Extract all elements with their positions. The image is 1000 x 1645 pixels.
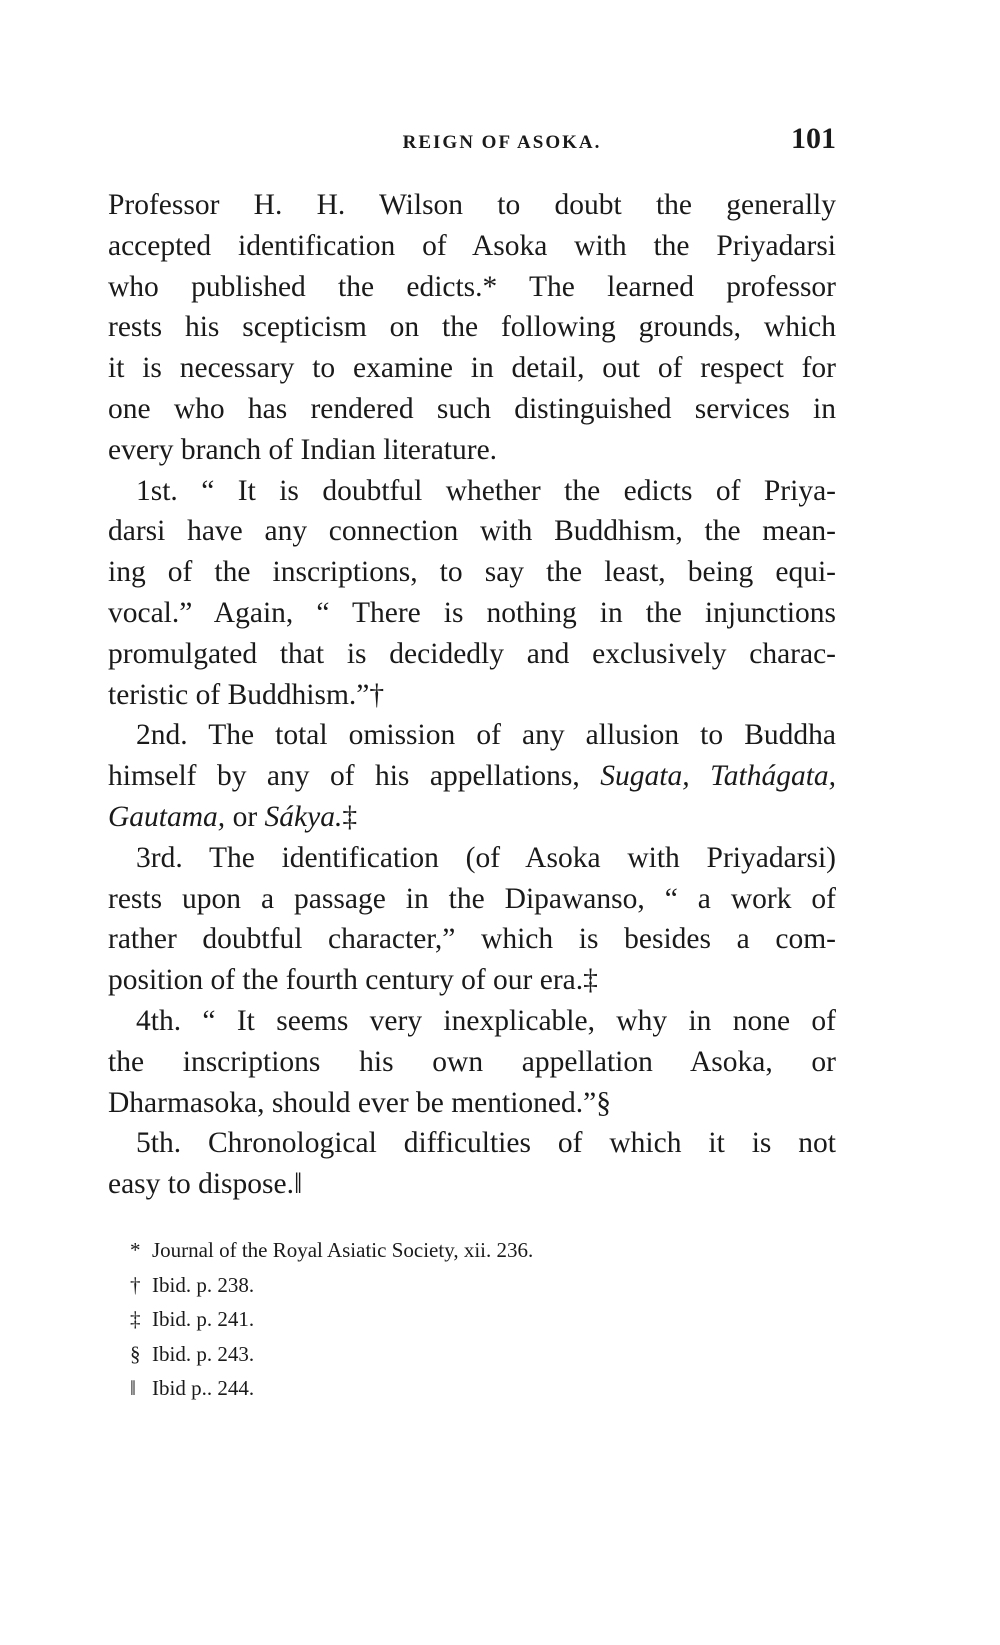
text-line: every branch of Indian literature. [108, 433, 498, 466]
footnote [130, 1371, 830, 1406]
footnote-ref: ‡ [342, 800, 358, 833]
text-line: vocal.” Again, “ There is nothing in the injunctions [108, 596, 836, 629]
running-head [108, 122, 836, 162]
text-line: one who has rendered such distinguished services in [108, 392, 836, 425]
text-line: 3rd. The identification (of Asoka with Priyadarsi) [136, 841, 836, 874]
footnote-mark: * [130, 1238, 141, 1262]
term-tathagata: Tathágata, [710, 760, 837, 793]
footnote-text: Ibid. p. 243. [152, 1341, 255, 1366]
text-line: teristic of Buddhism.”† [108, 678, 385, 711]
footnote-text: Ibid. p. 241. [152, 1307, 255, 1331]
footnote [130, 1337, 830, 1372]
footnote [130, 1302, 830, 1337]
footnote-mark: § [130, 1341, 141, 1366]
footnote-text: Ibid. p. 238. [152, 1272, 255, 1297]
text-line: accepted identification of Asoka with the Priyadarsi [108, 229, 836, 262]
text-line: rests his scepticism on the following grounds, which [108, 311, 836, 344]
text-line: rather doubtful character,” which is besides a com- [108, 923, 836, 956]
text-line: the inscriptions his own appellation Asoka, or [108, 1045, 836, 1078]
footnote [130, 1233, 830, 1268]
text-run: or [232, 800, 258, 833]
text-line: easy to dispose.‖ [108, 1168, 303, 1201]
footnote-text: Ibid p.. 244. [152, 1376, 255, 1400]
term-sugata: Sugata, [600, 760, 690, 793]
text-line-mixed [108, 756, 836, 797]
footnote-mark: † [130, 1272, 141, 1297]
footnote-text: Journal of the Royal Asiatic Society, xii. 236. [152, 1238, 534, 1262]
text-line: position of the fourth century of our era.‡ [108, 964, 598, 997]
text-line: it is necessary to examine in detail, out of respect for [108, 352, 836, 385]
running-title: REIGN OF ASOKA. [402, 132, 602, 153]
text-line: promulgated that is decidedly and exclusively charac- [108, 637, 836, 670]
text-line: who published the edicts.* The learned professor [108, 270, 836, 303]
text-line: 4th. “ It seems very inexplicable, why in none of [136, 1004, 836, 1037]
text-line: Dharmasoka, should ever be mentioned.”§ [108, 1086, 611, 1119]
text-line: darsi have any connection with Buddhism, the mean- [108, 515, 836, 548]
text-line: ing of the inscriptions, to say the least, being equi- [108, 556, 836, 589]
footnotes [130, 1233, 830, 1406]
term-sakya: Sákya. [264, 800, 343, 833]
footnote [130, 1268, 830, 1303]
page-number: 101 [791, 122, 836, 155]
term-gautama: Gautama, [108, 800, 226, 833]
footnote-mark: ‡ [130, 1307, 141, 1331]
text-line-mixed [108, 797, 836, 838]
footnote-mark: ‖ [130, 1376, 136, 1400]
body-text [108, 185, 836, 1205]
text-line: rests upon a passage in the Dipawanso, “ a work of [108, 882, 836, 915]
text-run: himself by any of his appellations, [108, 760, 580, 793]
text-line: 1st. “ It is doubtful whether the edicts of Priya- [136, 474, 836, 507]
text-line: 2nd. The total omission of any allusion to Buddha [136, 719, 836, 752]
text-line: 5th. Chronological difficulties of which it is not [136, 1127, 836, 1160]
text-line: Professor H. H. Wilson to doubt the generally [108, 189, 836, 221]
